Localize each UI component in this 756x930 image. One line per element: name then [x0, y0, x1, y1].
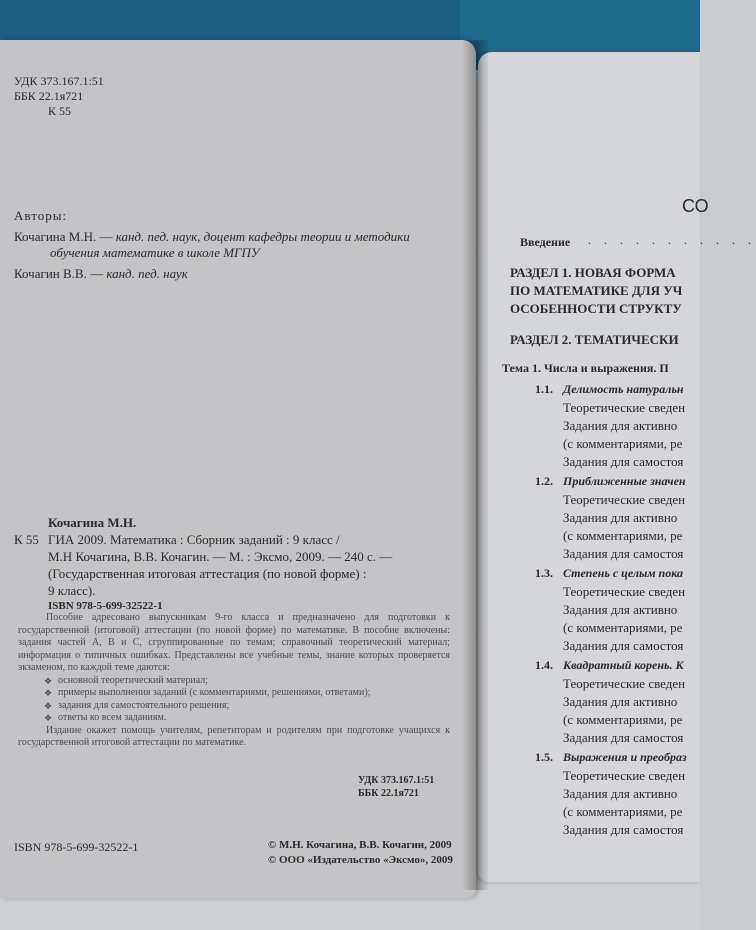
catalog-line3: (Государственная итоговая аттестация (по новой форме) :: [48, 566, 367, 581]
toc-section1-line2: ПО МАТЕМАТИКЕ ДЛЯ УЧ: [510, 283, 683, 298]
catalog-line4: 9 класс).: [48, 583, 96, 598]
author-mark: К 55: [48, 104, 72, 118]
toc-entry-line: (с комментариями, ре: [563, 712, 683, 727]
left-page: [0, 40, 476, 898]
catalog-author: Кочагина М.Н.: [48, 515, 137, 530]
toc-entry-number: 1.5.: [535, 750, 553, 764]
udk-bottom: УДК 373.167.1:51: [358, 775, 435, 786]
contents-heading: СО: [682, 196, 709, 216]
annotation-paragraph-2: Издание окажет помощь учителям, репетиторам и родителям при подготовке учащихся к государственной итоговой аттестации по математике.: [18, 724, 450, 748]
catalog-line2: М.Н Кочагина, В.В. Кочагин. — М. : Эксмо, 2009. — 240 с. —: [48, 549, 393, 564]
annotation-item: ❖ задания для самостоятельного решения;: [58, 700, 450, 713]
toc-entry-number: 1.4.: [535, 658, 553, 672]
author1-desc-line2: обучения математике в школе МГПУ: [50, 245, 260, 260]
toc-entry-number: 1.2.: [535, 474, 553, 488]
author1-desc: канд. пед. наук, доцент кафедры теории и методики: [115, 229, 410, 244]
annotation-list: [18, 675, 450, 725]
annotation-item: ❖ ответы ко всем заданиям.: [58, 712, 450, 725]
background-top-right: [460, 0, 700, 60]
toc-intro: Введение: [520, 235, 571, 249]
toc-entry-line: Задания для активно: [563, 602, 678, 617]
bbk-code: ББК 22.1я721: [14, 89, 84, 103]
toc-entry-line: Теоретические сведен: [563, 676, 686, 691]
toc-entry-line: (с комментариями, ре: [563, 528, 683, 543]
toc-entry-line: Задания для активно: [563, 694, 678, 709]
author2-name: Кочагин В.В. —: [14, 266, 104, 281]
author1-line: [14, 229, 410, 245]
copyright-publisher: © ООО «Издательство «Эксмо», 2009: [268, 854, 453, 866]
toc-entry-title: Степень с целым пока: [563, 566, 684, 580]
toc-entry-line: Теоретические сведен: [563, 492, 686, 507]
annotation-item: ❖ основной теоретический материал;: [58, 675, 450, 688]
toc-entry-line: Задания для самостоя: [563, 638, 684, 653]
toc-entry-line: Задания для активно: [563, 418, 678, 433]
catalog-code: К 55: [14, 532, 39, 547]
toc-entry-line: Задания для самостоя: [563, 454, 684, 469]
copyright-authors: © М.Н. Кочагина, В.В. Кочагин, 2009: [268, 839, 452, 851]
isbn-catalog: ISBN 978-5-699-32522-1: [48, 600, 163, 612]
catalog-line1: ГИА 2009. Математика : Сборник заданий : 9 класс /: [48, 532, 340, 547]
toc-topic1: Тема 1. Числа и выражения. П: [502, 361, 669, 375]
toc-section1-line3: ОСОБЕННОСТИ СТРУКТУ: [510, 301, 682, 316]
toc-entry-line: Задания для активно: [563, 510, 678, 525]
toc-entry-number: 1.3.: [535, 566, 553, 580]
udk-code: УДК 373.167.1:51: [14, 74, 104, 88]
toc-intro-dots: . . . . . . . . . . .: [588, 233, 756, 247]
author2-desc: канд. пед. наук: [106, 266, 188, 281]
bbk-bottom: ББК 22.1я721: [358, 788, 419, 799]
toc-entry-title: Приближенные значен: [563, 474, 686, 488]
toc-section2: РАЗДЕЛ 2. ТЕМАТИЧЕСКИ: [510, 332, 679, 347]
isbn-bottom: ISBN 978-5-699-32522-1: [14, 840, 139, 854]
toc-entry-line: (с комментариями, ре: [563, 804, 683, 819]
authors-label: Авторы:: [14, 208, 68, 223]
toc-entry-line: Задания для самостоя: [563, 730, 684, 745]
toc-entry-number: 1.1.: [535, 382, 553, 396]
toc-entry-line: Задания для самостоя: [563, 822, 684, 837]
toc-entry-line: Задания для самостоя: [563, 546, 684, 561]
annotation-item: ❖ примеры выполнения заданий (с комментариями, решениями, ответами);: [58, 687, 450, 700]
toc-entry-line: Теоретические сведен: [563, 584, 686, 599]
toc-entry-line: Теоретические сведен: [563, 400, 686, 415]
toc-section1-line1: РАЗДЕЛ 1. НОВАЯ ФОРМА: [510, 265, 676, 280]
toc-entry-title: Делимость натуральн: [563, 382, 684, 396]
book-gutter: [462, 40, 488, 890]
toc-entry-line: Теоретические сведен: [563, 768, 686, 783]
toc-entry-line: (с комментариями, ре: [563, 436, 683, 451]
toc-entry-line: (с комментариями, ре: [563, 620, 683, 635]
annotation-paragraph: Пособие адресовано выпускникам 9-го класса и предназначено для подготовки к государственной (итоговой) аттестации (по новой форме) по математике. В пособие включены: задания частей А, В и С, сгруппированные по темам; справочный теоретический материал; информация о типичных ошибках. Представлены все учебные темы, знание которых проверяется экзаменом, по каждой теме даются:: [18, 612, 450, 673]
author1-name: Кочагина М.Н. —: [14, 229, 113, 244]
author2-line: [14, 266, 188, 282]
toc-entry-title: Квадратный корень. К: [563, 658, 684, 672]
toc-entry-title: Выражения и преобраз: [563, 750, 687, 764]
toc-entry-line: Задания для активно: [563, 786, 678, 801]
annotation: [18, 612, 450, 750]
